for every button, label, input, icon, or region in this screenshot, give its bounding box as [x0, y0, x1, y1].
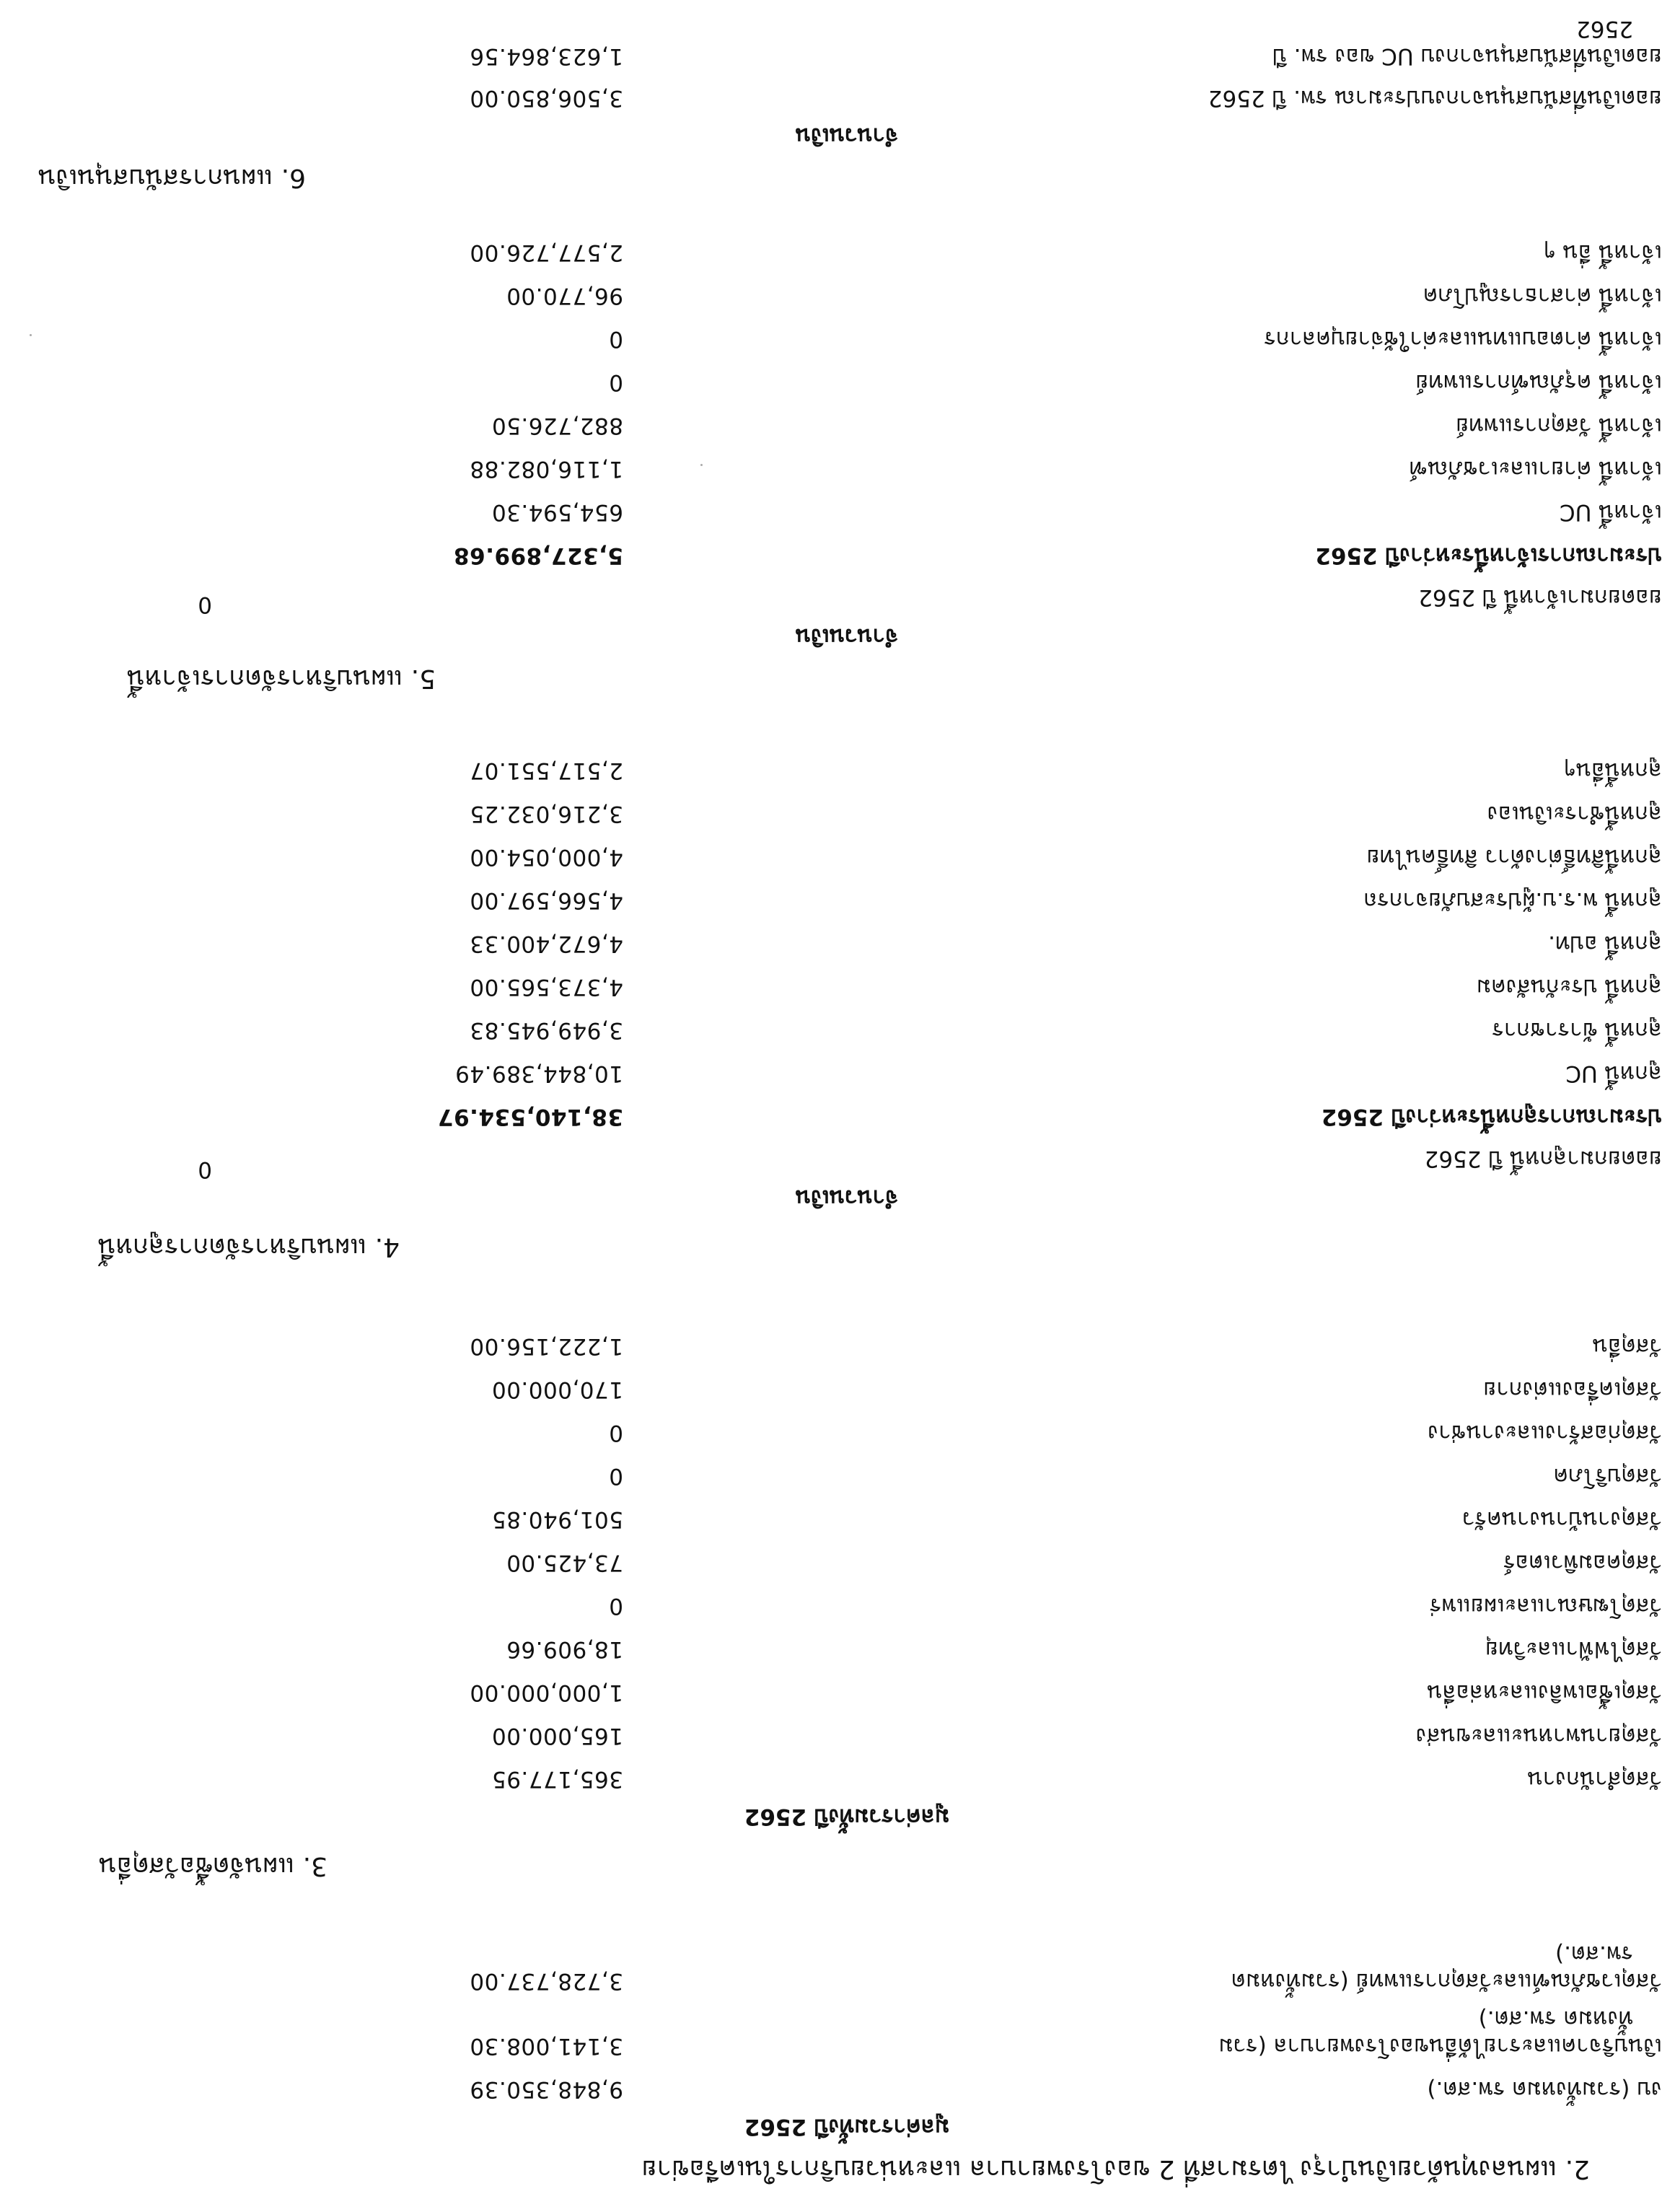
section2-row-value: 3,728,737.00	[469, 1968, 623, 1994]
section2-row-label: งบ (รวมทั้งหมด รพ.สต.)	[1427, 2076, 1662, 2102]
section5-row-value: 1,116,082.88	[469, 456, 623, 482]
section3-row-value: 1,222,156.00	[469, 1333, 623, 1359]
section2-subheader: มูลค่ารวมทั้งปี 2562	[744, 2114, 950, 2140]
section3-row-label: วัสดุบริโภค	[1553, 1463, 1662, 1489]
section5-row-label: เจ้าหนี้ วัสดุการแพทย์	[1456, 413, 1662, 439]
section4-row-label: ประมาณการลูกหนี้ระหว่างปี 2562	[1321, 1104, 1662, 1130]
section4-row-label: ลูกหนี้อื่นๆ	[1564, 758, 1662, 784]
section3-row-label: วัสดุอื่น	[1592, 1333, 1662, 1359]
section4-subheader: จำนวนเงิน	[795, 1185, 899, 1211]
section2-title: 2. แผนลงทุนด้วยเงินบำรุง ไตรมาสที่ 2 ของโรงพยาบาล และหน่วยบริการในเครือข่าย	[641, 2154, 1590, 2184]
section6-row-label: ยอดเงินที่สนับสนุนจากงบประมาณ รพ. ปี 2562	[1208, 85, 1662, 111]
section6-row-label: ยอดเงินที่สนับสนุนจากงบ UC ของ รพ. ปี	[1272, 43, 1662, 69]
section3-row-label: วัสดุก่อสร้างและงานช่าง	[1428, 1420, 1662, 1446]
section3-row-value: 501,940.85	[491, 1506, 623, 1532]
section3-row-value: 365,177.95	[491, 1766, 623, 1792]
section5-row-value: 96,770.00	[506, 283, 623, 309]
section4-row-label: ลูกหนี้ชำระเงินเอง	[1487, 801, 1662, 827]
section3-row-value: 170,000.00	[491, 1377, 623, 1403]
section6-row-value: 3,506,850.00	[469, 85, 623, 111]
section2-row-value: 3,141,008.30	[469, 2033, 623, 2059]
section3-row-value: 165,000.00	[491, 1723, 623, 1749]
section4-row-value: 3,216,032.25	[469, 801, 623, 827]
section4-row-label: ลูกหนี้สิทธิ์ต่างด้าว สิทธิ์คนไทย	[1366, 844, 1662, 870]
section5-row-value: 0	[608, 326, 623, 352]
section5-row-label: ประมาณการเจ้าหนี้ระหว่างปี 2562	[1315, 543, 1662, 569]
section4-opening-balance: 0	[197, 1157, 212, 1182]
section3-row-value: 0	[608, 1420, 623, 1446]
section2-row-value: 9,848,350.39	[469, 2076, 623, 2102]
section5-row-label: เจ้าหนี้ ค่าตอบแทนและค่าใช้จ่ายบุคลากร	[1264, 326, 1662, 352]
section2-row-label-cont: รพ.สต.)	[1555, 1941, 1633, 1967]
section5-row-label: เจ้าหนี้ ค่ายาและเวชภัณฑ์	[1409, 456, 1662, 482]
section4-row-value: 4,373,565.00	[469, 974, 623, 1000]
section3-subheader: มูลค่ารวมทั้งปี 2562	[744, 1804, 950, 1830]
section3-row-label: วัสดุคอมพิวเตอร์	[1503, 1550, 1662, 1576]
section5-row-label: เจ้าหนี้ อื่น ๆ	[1544, 240, 1662, 265]
section5-row-label: ยอดยกมาเจ้าหนี้ ปี 2562	[1418, 584, 1662, 610]
section4-row-value: 4,566,597.00	[469, 887, 623, 913]
section6-subheader: จำนวนเงิน	[795, 123, 899, 149]
section6-title: 6. แผนการสนับสนุนเงิน	[38, 163, 306, 193]
section5-row-value: 0	[608, 369, 623, 395]
section2-row-label-cont: ทั้งหมด รพ.สต.)	[1478, 2006, 1633, 2032]
section4-row-label: ลูกหนี้ UC	[1565, 1061, 1662, 1087]
section3-row-value: 18,909.66	[506, 1636, 623, 1662]
section3-row-label: วัสดุเชื้อเพลิงและหล่อลื่น	[1427, 1680, 1662, 1706]
section2-row-label: เงินบริจาคและรายได้อื่นของโรงพยาบาล (รวม	[1218, 2033, 1662, 2059]
section3-row-value: 73,425.00	[506, 1550, 623, 1576]
section4-title: 4. แผนบริหารจัดการลูกหนี้	[97, 1232, 400, 1262]
section5-row-label: เจ้าหนี้ UC	[1560, 499, 1662, 525]
section3-row-label: วัสดุโฆษณาและเผยแพร่	[1429, 1593, 1662, 1619]
section3-row-value: 0	[608, 1593, 623, 1619]
section4-row-value: 4,672,400.33	[469, 931, 623, 957]
section3-row-value: 1,000,000.00	[469, 1680, 623, 1706]
scan-speck	[700, 464, 703, 466]
section4-row-value: 10,844,389.49	[454, 1061, 623, 1087]
section5-subheader: จำนวนเงิน	[795, 623, 899, 649]
section3-row-label: วัสดุเครื่องแต่งกาย	[1483, 1377, 1662, 1403]
section5-row-value: 654,594.30	[491, 499, 623, 525]
section5-row-label: เจ้าหนี้ ค่าสาธารณูปโภค	[1423, 283, 1662, 309]
section5-row-label: เจ้าหนี้ ครุภัณฑ์การแพทย์	[1415, 369, 1662, 395]
section2-row-label: วัสดุเวชภัณฑ์และวัสดุการแพทย์ (รวมทั้งหมด	[1231, 1968, 1662, 1994]
section4-row-value: 3,949,945.83	[469, 1017, 623, 1043]
section3-row-label: วัสดุสำนักงาน	[1527, 1766, 1662, 1792]
section4-row-label: ยอดยกมาลูกหนี้ ปี 2562	[1424, 1146, 1662, 1172]
section4-row-label: ลูกหนี้ ข้าราชการ	[1492, 1017, 1662, 1043]
section4-row-value: 2,517,551.07	[469, 758, 623, 784]
section3-row-label: วัสดุยานพาหนะและขนส่ง	[1415, 1723, 1662, 1749]
section5-opening-balance: 0	[197, 592, 212, 618]
section3-row-label: วัสดุงานบ้านงานครัว	[1461, 1506, 1662, 1532]
section6-row-label-cont: 2562	[1576, 16, 1633, 42]
section4-row-label: ลูกหนี้ พ.ร.บ.ผู้ประสบภัยจากรถ	[1363, 887, 1662, 913]
section4-row-value: 38,140,534.97	[437, 1104, 623, 1130]
section3-row-value: 0	[608, 1463, 623, 1489]
section4-row-value: 4,000,054.00	[469, 844, 623, 870]
section6-row-value: 1,623,864.56	[469, 43, 623, 69]
section3-title: 3. แผนจัดซื้อวัสดุอื่น	[98, 1851, 327, 1881]
section5-title: 5. แผนบริหารจัดการเจ้าหนี้	[127, 664, 436, 693]
section3-row-label: วัสดุไฟฟ้าและวิทยุ	[1485, 1636, 1662, 1662]
scan-speck	[30, 334, 32, 336]
section5-row-value: 5,327,899.68	[453, 543, 623, 569]
section5-row-value: 2,577,726.00	[469, 240, 623, 265]
section4-row-label: ลูกหนี้ ประกันสังคม	[1476, 974, 1662, 1000]
section4-row-label: ลูกหนี้ อปท.	[1548, 931, 1662, 957]
section5-row-value: 882,726.50	[491, 413, 623, 439]
